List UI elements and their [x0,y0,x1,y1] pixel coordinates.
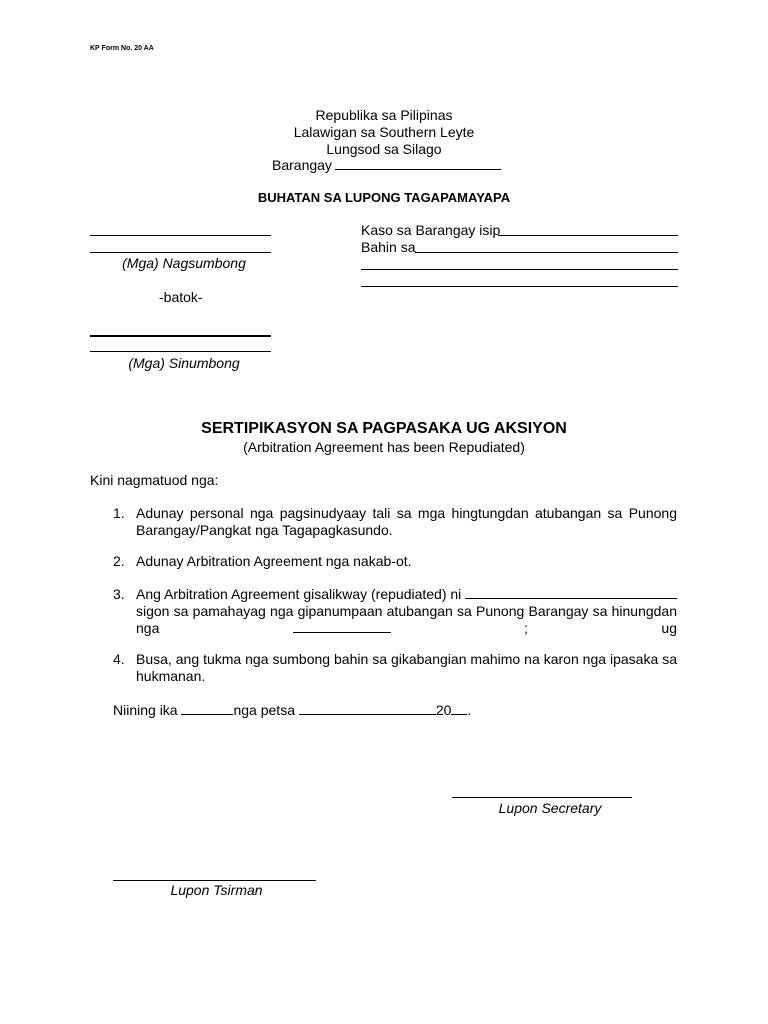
subject-blank-1[interactable] [415,252,678,253]
versus-label: -batok- [159,289,203,305]
year-blank[interactable] [451,702,467,715]
secretary-label: Lupon Secretary [498,800,602,816]
certificate-subtitle: (Arbitration Agreement has been Repudiated) [243,439,525,455]
secretary-signature-line[interactable] [452,797,632,798]
barangay-blank[interactable] [335,157,501,170]
item-text-part: sigon sa pamahayag nga gipanumpaan atubangan sa Punong Barangay sa hinungdan nga ; ug [136,603,677,636]
respondent-line-1[interactable] [90,335,271,337]
case-number-label: Kaso sa Barangay isip [361,222,501,238]
certificate-title: SERTIPIKASYON SA PAGPASAKA UG AKSIYON [201,420,567,437]
barangay-label: Barangay [272,157,332,173]
header-country: Republika sa Pilipinas [315,107,453,123]
month-blank[interactable] [299,702,436,715]
item-text: Adunay Arbitration Agreement nga nakab-ot. [136,553,412,569]
subject-blank-2[interactable] [361,269,678,270]
case-number-blank[interactable] [498,235,678,236]
header-city: Lungsod sa Silago [326,141,442,157]
item-text [136,586,677,637]
item-text-part: Ang Arbitration Agreement gisalikway (repudiated) ni [136,586,462,602]
office-title: BUHATAN SA LUPONG TAGAPAMAYAPA [257,190,511,205]
complainant-line-2[interactable] [90,252,271,253]
list-item-1 [113,505,677,539]
chairman-signature-line[interactable] [113,880,316,881]
complainant-line-1[interactable] [90,235,271,236]
list-item-4 [113,651,677,685]
header-barangay [272,157,501,173]
day-blank[interactable] [181,702,233,715]
respondent-line-2[interactable] [90,351,271,352]
date-line: Niining ika nga petsa 20 . [113,702,472,718]
item-number: 2. [113,553,125,569]
item-number: 1. [113,505,125,521]
item-number: 4. [113,651,125,667]
complainants-label: (Mga) Nagsumbong [122,255,246,271]
list-item-2 [113,553,677,570]
reason-blank[interactable] [293,620,391,633]
chairman-label: Lupon Tsirman [170,882,263,898]
form-number: KP Form No. 20 AA [90,45,154,52]
item-text: Adunay personal nga pagsinudyaay tali sa mga hingtungdan atubangan sa Punong Barangay/Pangkat nga Tagapagkasundo. [136,505,677,538]
item-number: 3. [113,586,125,602]
respondents-label: (Mga) Sinumbong [128,355,240,371]
subject-label: Bahin sa [361,239,416,255]
subject-blank-3[interactable] [361,286,678,287]
header-province: Lalawigan sa Southern Leyte [293,124,475,140]
repudiator-blank[interactable] [465,586,677,599]
item-text: Busa, ang tukma nga sumbong bahin sa gikabangian mahimo na karon nga ipasaka sa hukmanan. [136,651,677,684]
list-item-3 [113,586,677,637]
certificate-intro: Kini nagmatuod nga: [90,472,219,488]
